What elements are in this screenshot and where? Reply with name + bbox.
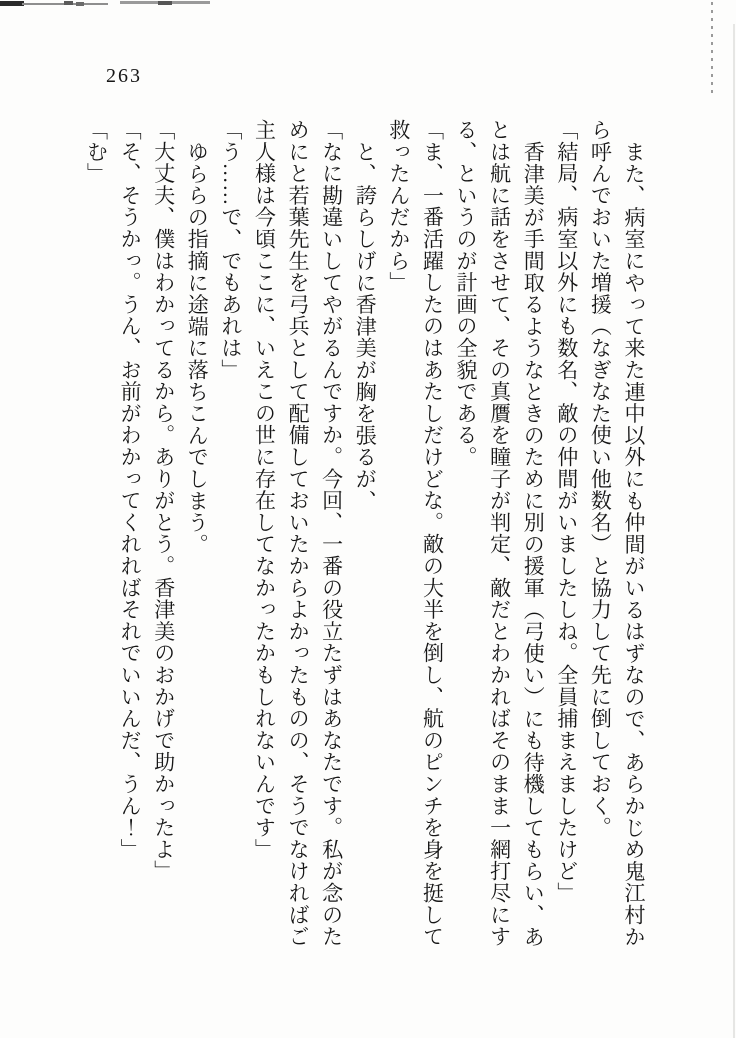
scan-artifact-line [22, 3, 108, 5]
text-column: 「なに勘違いしてやがるんですか。今回、一番の役立たずはあなたです。私が念のた [319, 119, 344, 948]
scan-artifact-dash [76, 2, 84, 6]
scan-artifact-dash [158, 1, 172, 5]
body-text [79, 119, 650, 959]
text-column: 「結局、病室以外にも数名、敵の仲間がいましたしね。全員捕まえましたけど」 [554, 119, 579, 904]
text-column: 「ま、一番活躍したのはあたしだけどな。敵の大半を倒し、航のピンチを身を挺して [420, 119, 445, 948]
text-column: と、誇らしげに香津美が胸を張るが、 [353, 141, 378, 512]
scan-artifact-line [120, 1, 210, 4]
text-column: 香津美が手間取るようなときのために別の援軍（弓使い）にも待機してもらい、あ [521, 141, 546, 948]
text-column: 「む」 [84, 119, 109, 185]
text-column: めにと若葉先生を弓兵として配備しておいたからよかったものの、そうでなければご [286, 119, 311, 948]
text-column: 「大丈夫、僕はわかってるから。ありがとう。香津美のおかげで助かったよ」 [151, 119, 176, 882]
text-column: ゆららの指摘に途端に落ちこんでしまう。 [185, 141, 210, 556]
text-column: 主人様は今頃ここに、いえこの世に存在してなかったかもしれないんです」 [252, 119, 277, 861]
text-column: ら呼んでおいた増援（なぎなた使い他数名）と協力して先に倒しておく。 [588, 119, 613, 839]
scan-artifact-dash [64, 1, 73, 5]
text-column: る、というのが計画の全貌である。 [454, 119, 479, 468]
text-column: また、病室にやって来た連中以外にも仲間がいるはずなので、あらかじめ鬼江村か [622, 141, 646, 948]
page-number: 263 [106, 65, 142, 87]
text-column: 「う……で、でもあれは」 [218, 119, 243, 381]
page-edge-line [733, 24, 735, 1038]
text-column: とは航に話をさせて、その真贋を瞳子が判定、敵だとわかればそのまま一網打尽にす [487, 119, 512, 948]
scan-artifact-bar [0, 1, 24, 6]
scan-artifact-dotted-line [711, 2, 713, 94]
text-column: 「そ、そうかっ。うん、お前がわかってくれればそれでいいんだ、うん！」 [118, 119, 143, 861]
text-column: 救ったんだから」 [386, 119, 411, 294]
